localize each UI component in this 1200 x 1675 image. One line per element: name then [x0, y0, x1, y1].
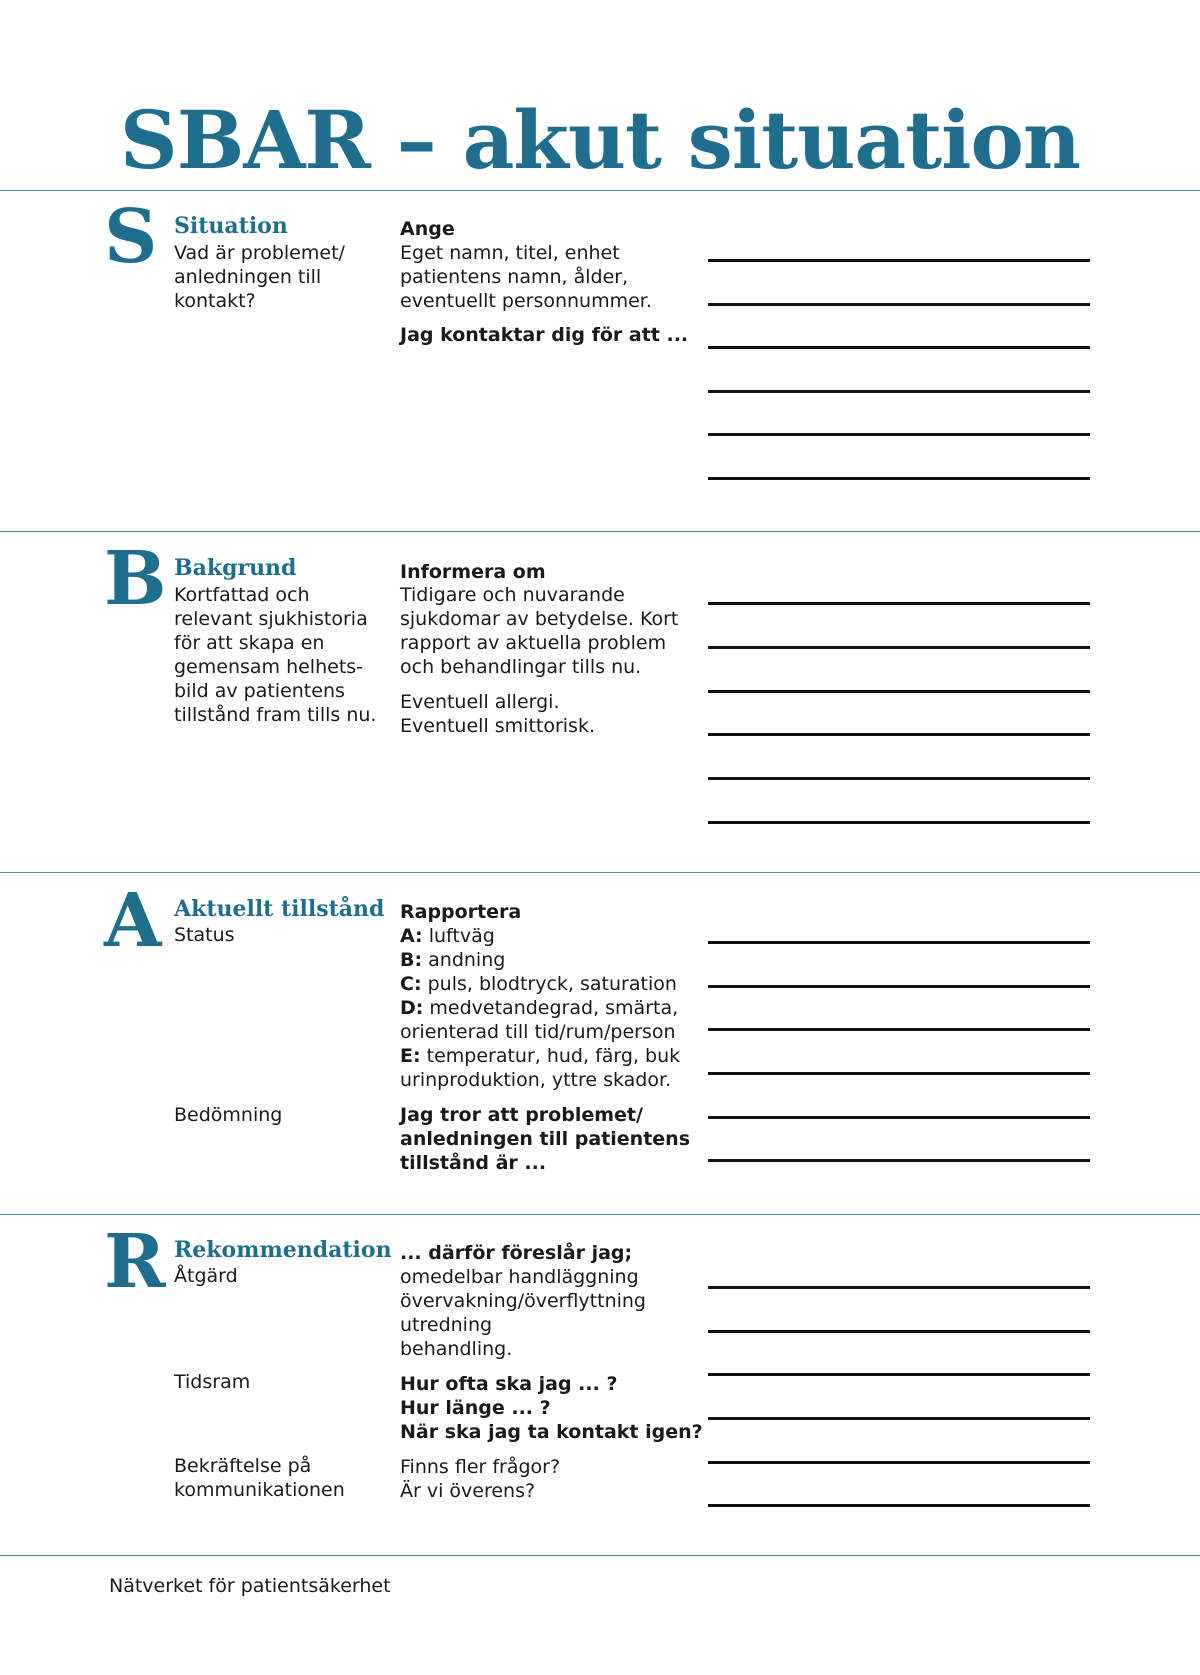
- proposal-line: behandling.: [400, 1338, 513, 1360]
- write-line[interactable]: [708, 303, 1090, 306]
- confirm-line: Är vi överens?: [400, 1480, 536, 1502]
- situation-instruction-line: patientens namn, ålder,: [400, 266, 629, 288]
- section-letter-a: A: [104, 878, 162, 964]
- divider: [0, 1555, 1200, 1556]
- write-line[interactable]: [708, 477, 1090, 480]
- abcde-line: [400, 1044, 680, 1068]
- bakgrund-description-line: gemensam helhets-: [174, 656, 364, 678]
- write-line[interactable]: [708, 259, 1090, 262]
- abcde-line: [400, 948, 505, 972]
- situation-description-line: kontakt?: [174, 290, 256, 312]
- proposal-line: omedelbar handläggning: [400, 1266, 639, 1288]
- section-heading-aktuellt: Aktuellt tillstånd: [174, 896, 385, 922]
- assessment-label: Bedömning: [174, 1104, 283, 1126]
- section-heading-rekommendation: Rekommendation: [174, 1237, 392, 1263]
- write-line[interactable]: [708, 602, 1090, 605]
- write-line[interactable]: [708, 777, 1090, 780]
- abcde-text: luftväg: [422, 925, 495, 947]
- section-heading-bakgrund: Bakgrund: [174, 555, 297, 581]
- write-line[interactable]: [708, 1286, 1090, 1289]
- bakgrund-description-line: Kortfattad och: [174, 584, 310, 606]
- bakgrund-extra-line: Eventuell allergi.: [400, 691, 560, 713]
- assessment-line: Jag tror att problemet/: [400, 1104, 643, 1126]
- abcde-key: B:: [400, 949, 423, 971]
- divider: [0, 1214, 1200, 1215]
- situation-instruction-line: eventuellt personnummer.: [400, 290, 652, 312]
- footer-text: Nätverket för patientsäkerhet: [109, 1575, 391, 1597]
- abcde-line: [400, 972, 677, 996]
- write-line[interactable]: [708, 433, 1090, 436]
- write-line[interactable]: [708, 390, 1090, 393]
- abcde-line: [400, 1068, 671, 1092]
- timeframe-line: När ska jag ta kontakt igen?: [400, 1421, 703, 1443]
- timeframe-line: Hur ofta ska jag ... ?: [400, 1373, 618, 1395]
- write-line[interactable]: [708, 1461, 1090, 1464]
- abcde-text: urinproduktion, yttre skador.: [400, 1069, 672, 1091]
- abcde-text: puls, blodtryck, saturation: [421, 973, 677, 995]
- section-letter-r: R: [104, 1219, 166, 1305]
- timeframe-line: Hur länge ... ?: [400, 1397, 551, 1419]
- write-line[interactable]: [708, 1116, 1090, 1119]
- confirm-line: Finns fler frågor?: [400, 1456, 561, 1478]
- abcde-key: C:: [400, 973, 422, 995]
- abcde-key: D:: [400, 997, 424, 1019]
- bakgrund-instruction-line: Tidigare och nuvarande: [400, 584, 625, 606]
- bakgrund-instruction-label: Informera om: [400, 561, 546, 583]
- situation-prompt: Jag kontaktar dig för att ...: [400, 324, 689, 346]
- situation-instruction-line: Eget namn, titel, enhet: [400, 242, 620, 264]
- bakgrund-description-line: relevant sjukhistoria: [174, 608, 368, 630]
- abcde-key: A:: [400, 925, 423, 947]
- write-line[interactable]: [708, 690, 1090, 693]
- write-line[interactable]: [708, 1417, 1090, 1420]
- bakgrund-description-line: tillstånd fram tills nu.: [174, 704, 377, 726]
- abcde-text: temperatur, hud, färg, buk: [420, 1045, 681, 1067]
- section-letter-s: S: [104, 194, 158, 280]
- bakgrund-description-line: bild av patientens: [174, 680, 345, 702]
- abcde-line: [400, 996, 678, 1020]
- bakgrund-description-line: för att skapa en: [174, 632, 325, 654]
- assessment-line: anledningen till patientens: [400, 1128, 691, 1150]
- bakgrund-instruction-line: rapport av aktuella problem: [400, 632, 667, 654]
- write-line[interactable]: [708, 1159, 1090, 1162]
- section-letter-b: B: [104, 536, 167, 622]
- write-line[interactable]: [708, 1330, 1090, 1333]
- divider: [0, 531, 1200, 532]
- proposal-line: utredning: [400, 1314, 493, 1336]
- write-line[interactable]: [708, 733, 1090, 736]
- write-line[interactable]: [708, 1028, 1090, 1031]
- situation-description-line: anledningen till: [174, 266, 322, 288]
- proposal-line: övervakning/överflyttning: [400, 1290, 646, 1312]
- divider: [0, 872, 1200, 873]
- write-line[interactable]: [708, 346, 1090, 349]
- confirm-label-line: Bekräftelse på: [174, 1455, 312, 1477]
- abcde-text: orienterad till tid/rum/person: [400, 1021, 676, 1043]
- abcde-key: E:: [400, 1045, 421, 1067]
- page-title: SBAR – akut situation: [119, 93, 1081, 187]
- write-line[interactable]: [708, 985, 1090, 988]
- abcde-text: andning: [422, 949, 506, 971]
- situation-instruction-label: Ange: [400, 218, 455, 240]
- bakgrund-instruction-line: sjukdomar av betydelse. Kort: [400, 608, 679, 630]
- rekommendation-sublabel: Åtgärd: [174, 1265, 238, 1287]
- write-line[interactable]: [708, 1373, 1090, 1376]
- section-heading-situation: Situation: [174, 213, 288, 239]
- aktuellt-instruction-label: Rapportera: [400, 901, 522, 923]
- situation-description-line: Vad är problemet/: [174, 242, 345, 264]
- abcde-line: [400, 924, 495, 948]
- aktuellt-sublabel: Status: [174, 924, 235, 946]
- write-line[interactable]: [708, 646, 1090, 649]
- confirm-label-line: kommunikationen: [174, 1479, 345, 1501]
- proposal-label: ... därför föreslår jag;: [400, 1242, 633, 1264]
- bakgrund-extra-line: Eventuell smittorisk.: [400, 715, 596, 737]
- timeframe-label: Tidsram: [174, 1371, 251, 1393]
- write-line[interactable]: [708, 941, 1090, 944]
- abcde-line: [400, 1020, 676, 1044]
- write-line[interactable]: [708, 1072, 1090, 1075]
- write-line[interactable]: [708, 821, 1090, 824]
- write-line[interactable]: [708, 1504, 1090, 1507]
- bakgrund-instruction-line: och behandlingar tills nu.: [400, 656, 642, 678]
- divider: [0, 190, 1200, 191]
- abcde-text: medvetandegrad, smärta,: [423, 997, 679, 1019]
- assessment-line: tillstånd är ...: [400, 1152, 547, 1174]
